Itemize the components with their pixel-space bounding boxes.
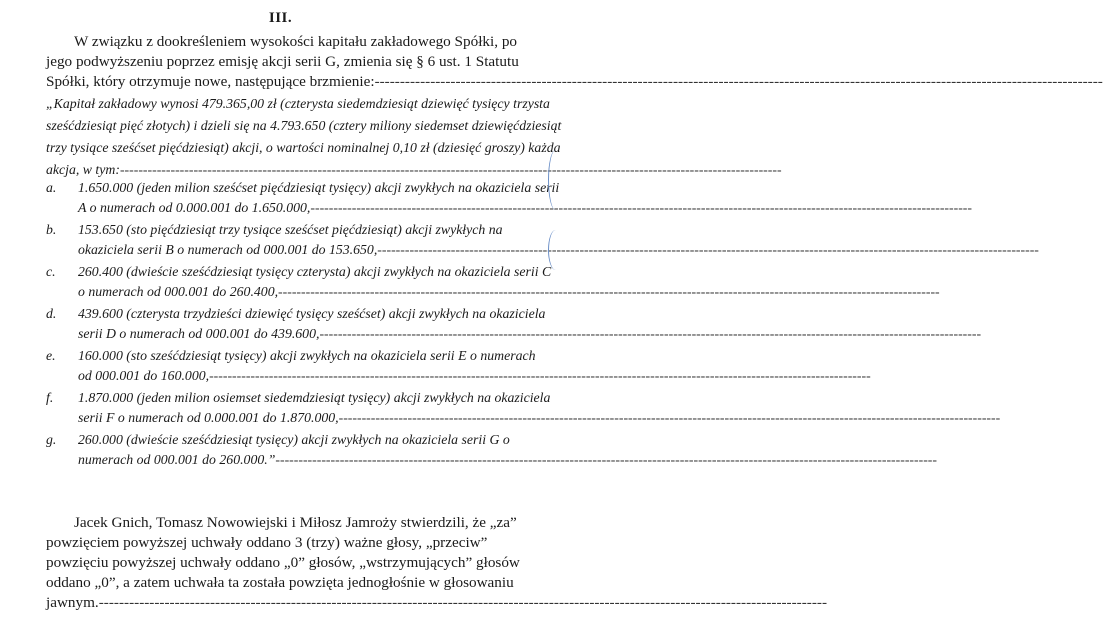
item-f-line-1: 1.870.000 (jeden milion osiemset siedemdziesiąt tysięcy) akcji zwykłych na okaziciela xyxy=(78,390,551,405)
intro-line-3: Spółki, który otrzymuje nowe, następujące brzmienie:------------------------------------------------------------------------------------------------------------------------------------------------ xyxy=(46,73,1103,90)
quote-line-3: trzy tysiące sześćset pięćdziesiąt) akcji, o wartości nominalnej 0,10 zł (dziesięć groszy) każda xyxy=(46,140,561,155)
margin-ink-mark xyxy=(548,230,563,270)
item-e-line-1: 160.000 (sto sześćdziesiąt tysięcy) akcji zwykłych na okaziciela serii E o numerach xyxy=(78,348,536,363)
item-f-letter: f. xyxy=(46,390,54,405)
item-d-line-1: 439.600 (czterysta trzydzieści dziewięć tysięcy sześćset) akcji zwykłych na okaziciela xyxy=(78,306,546,321)
item-c-line-1: 260.400 (dwieście sześćdziesiąt tysięcy czterysta) akcji zwykłych na okaziciela serii C xyxy=(78,264,552,279)
closing-line-1: Jacek Gnich, Tomasz Nowowiejski i Miłosz Jamroży stwierdzili, że „za” xyxy=(74,514,517,531)
intro-line-2: jego podwyższeniu poprzez emisję akcji serii G, zmienia się § 6 ust. 1 Statutu xyxy=(46,53,519,70)
closing-line-4: oddano „0”, a zatem uchwała ta została powzięta jednogłośnie w głosowaniu xyxy=(46,574,514,591)
item-b-line-2: okaziciela serii B o numerach od 000.001 do 153.650,------------------------------------------------------------------------------------------------------------------------------------------------ xyxy=(78,242,1039,257)
item-b-letter: b. xyxy=(46,222,57,237)
item-g-line-1: 260.000 (dwieście sześćdziesiąt tysięcy) akcji zwykłych na okaziciela serii G o xyxy=(78,432,510,447)
item-d-line-2: serii D o numerach od 000.001 do 439.600,------------------------------------------------------------------------------------------------------------------------------------------------ xyxy=(78,326,982,341)
item-g-line-2: numerach od 000.001 do 260.000.”------------------------------------------------------------------------------------------------------------------------------------------------ xyxy=(78,452,937,467)
item-a-line-2: A o numerach od 0.000.001 do 1.650.000,------------------------------------------------------------------------------------------------------------------------------------------------ xyxy=(78,200,972,215)
quote-line-2: sześćdziesiąt pięć złotych) i dzieli się na 4.793.650 (cztery miliony siedemset dziewięćdziesiąt xyxy=(46,118,562,133)
item-b-line-1: 153.650 (sto pięćdziesiąt trzy tysiące sześćset pięćdziesiąt) akcji zwykłych na xyxy=(78,222,503,237)
margin-ink-mark xyxy=(548,150,563,210)
item-d-letter: d. xyxy=(46,306,57,321)
item-c-line-2: o numerach od 000.001 do 260.400,------------------------------------------------------------------------------------------------------------------------------------------------ xyxy=(78,284,940,299)
section-heading: III. xyxy=(268,10,293,26)
item-c-letter: c. xyxy=(46,264,56,279)
closing-line-3: powzięciu powyższej uchwały oddano „0” głosów, „wstrzymujących” głosów xyxy=(46,554,520,571)
item-e-line-2: od 000.001 do 160.000,------------------------------------------------------------------------------------------------------------------------------------------------ xyxy=(78,368,871,383)
closing-line-5: jawnym.------------------------------------------------------------------------------------------------------------------------------------------------ xyxy=(46,594,828,611)
item-a-letter: a. xyxy=(46,180,57,195)
closing-line-2: powzięciem powyższej uchwały oddano 3 (trzy) ważne głosy, „przeciw” xyxy=(46,534,488,551)
item-f-line-2: serii F o numerach od 0.000.001 do 1.870.000,------------------------------------------------------------------------------------------------------------------------------------------------ xyxy=(78,410,1001,425)
intro-line-1: W związku z dookreśleniem wysokości kapitału zakładowego Spółki, po xyxy=(74,33,518,50)
item-g-letter: g. xyxy=(46,432,57,447)
quote-line-4: akcja, w tym:------------------------------------------------------------------------------------------------------------------------------------------------ xyxy=(46,162,782,177)
item-e-letter: e. xyxy=(46,348,56,363)
quote-line-1: „Kapitał zakładowy wynosi 479.365,00 zł (czterysta siedemdziesiąt dziewięć tysięcy trzysta xyxy=(46,96,550,111)
item-a-line-1: 1.650.000 (jeden milion sześćset pięćdziesiąt tysięcy) akcji zwykłych na okaziciela serii xyxy=(78,180,560,195)
